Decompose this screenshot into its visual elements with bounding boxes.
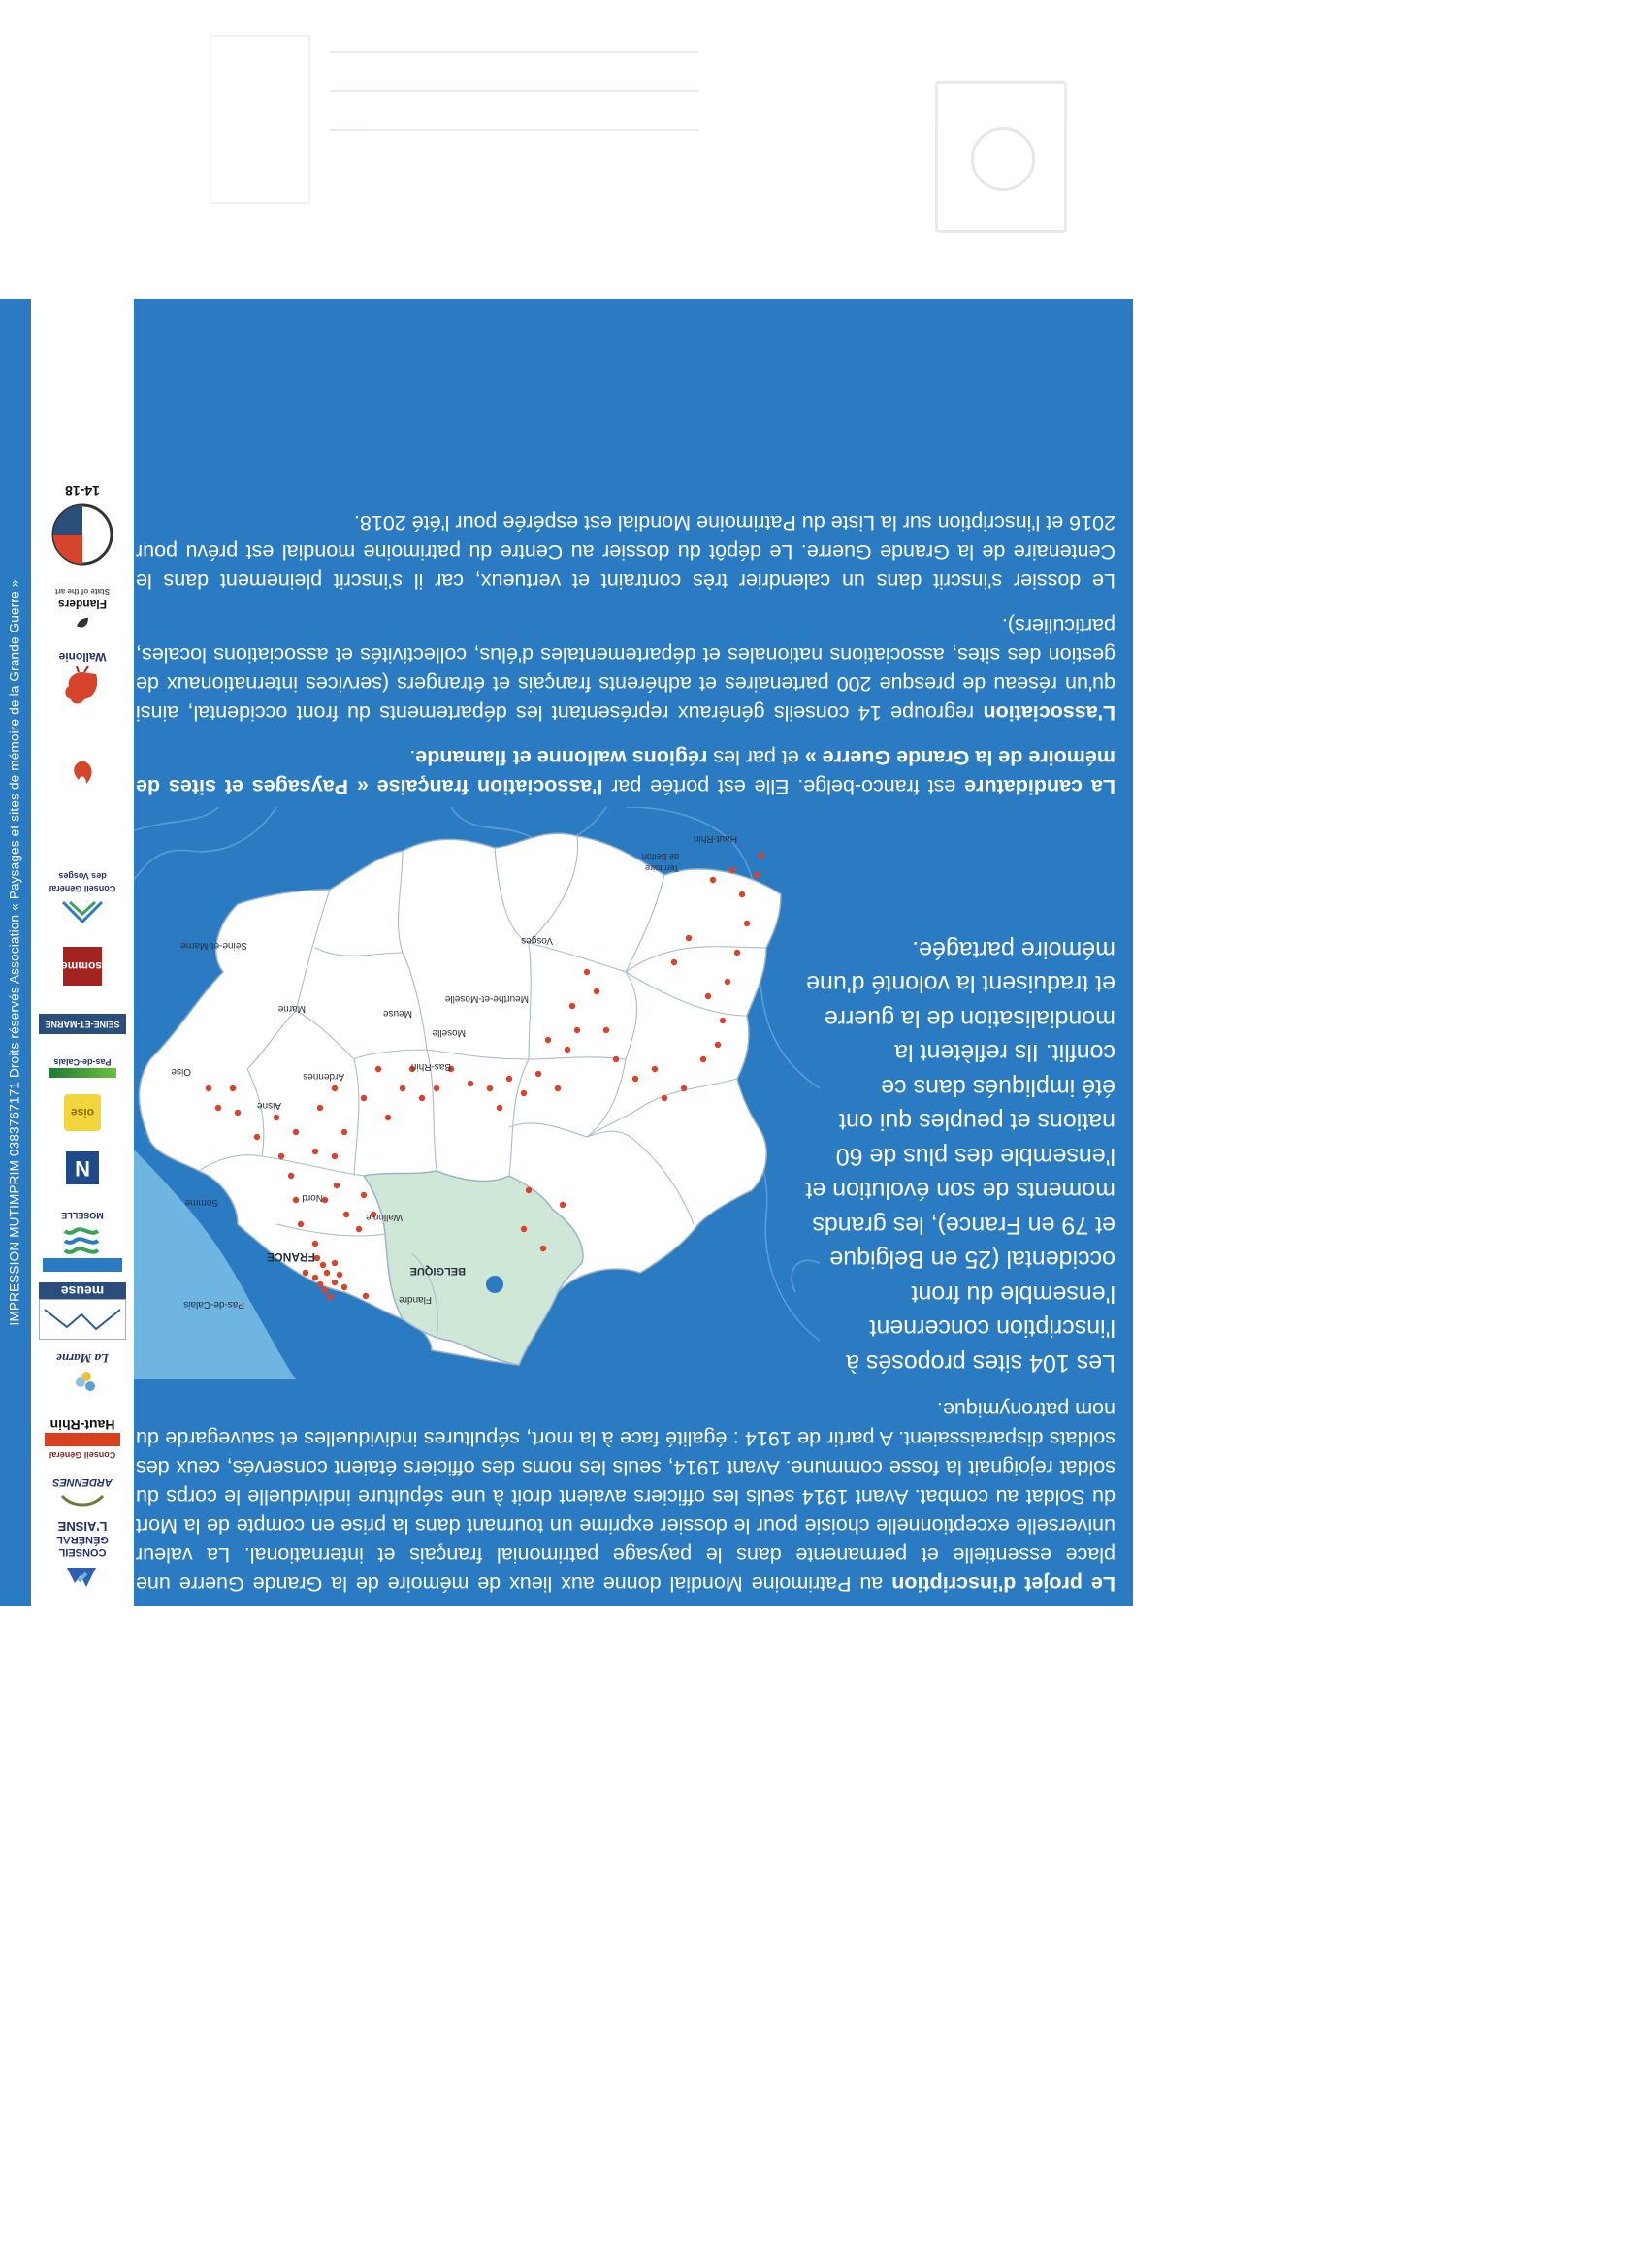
- ghost-frame: [210, 35, 310, 204]
- logo-haut-rhin: Conseil Général Haut-Rhin: [39, 1418, 126, 1461]
- haut-rhin-flag-icon: [45, 1433, 120, 1446]
- meuse-landscape-icon: [39, 1299, 126, 1340]
- label-de-belfort: de Belfort: [641, 852, 679, 861]
- ardennes-swoosh-icon: [58, 1492, 107, 1509]
- pas-de-calais-stripe-icon: [48, 1068, 116, 1078]
- label-france: FRANCE: [267, 1250, 315, 1264]
- leaflet-text-column: [136, 493, 1116, 1599]
- label-seine-et-marne: Seine-et-Marne: [180, 940, 247, 951]
- logo-vosges: Conseil Général des Vosges: [39, 869, 126, 927]
- label-territoire: Territoire: [644, 863, 679, 873]
- logo-flanders: Flanders State of the art: [39, 585, 126, 632]
- map-section: [136, 807, 1116, 1379]
- western-front-map: [121, 807, 820, 1379]
- logo-somme: somme: [39, 947, 126, 986]
- aisne-emblem-icon: [63, 1562, 102, 1593]
- label-pas-de-calais: Pas-de-Calais: [183, 1299, 244, 1310]
- label-vosges: Vosges: [521, 935, 553, 946]
- paragraph-association-lead: L'association: [983, 701, 1116, 725]
- label-ardennes: Ardennes: [303, 1071, 344, 1082]
- paragraph-projet: [136, 1395, 1116, 1599]
- logo-pas-de-calais: Pas-de-Calais: [39, 1055, 126, 1078]
- show-through-reverse-side: [194, 19, 1067, 291]
- label-aisne: Aisne: [256, 1100, 281, 1111]
- logo-aisne: CONSEIL GÉNÉRAL L'AISNE: [39, 1520, 126, 1593]
- label-marne: Marne: [277, 1003, 306, 1014]
- label-meurthe-et-moselle: Meurthe-et-Moselle: [444, 993, 529, 1004]
- logo-ardennes: ARDENNES: [39, 1475, 126, 1509]
- paragraph-dossier: Le dossier s'inscrit dans un calendrier très contraint et vertueux, car il s'inscrit pleinement dans le Centenaire de la Grande Guerre. Le dépôt du dossier au Centre du patrimoine mondial est prévu pour 2016 et l'inscription sur la Liste du Patrimoine Mondial est espérée pour l'été 2018.: [136, 511, 1116, 593]
- nord-n-icon: N: [66, 1151, 99, 1184]
- label-somme: Somme: [184, 1197, 218, 1208]
- logo-meuse: meuse: [39, 1282, 126, 1340]
- print-credit: [0, 299, 29, 1606]
- ghost-stamp-box: [935, 81, 1067, 233]
- centenaire-roundel-icon: [48, 501, 116, 568]
- paragraph-projet-lead: Le projet d'inscription: [891, 1572, 1116, 1596]
- logo-marne: La Marne: [39, 1352, 126, 1398]
- label-moselle: Moselle: [432, 1027, 466, 1038]
- label-oise: Oise: [171, 1066, 191, 1077]
- paragraph-candidature-lead: La candidature: [964, 775, 1116, 798]
- logo-centenaire-14-18: 14-18: [39, 484, 126, 568]
- label-nord: Nord: [302, 1192, 323, 1203]
- print-credit-text: IMPRESSION MUTIMPRIM 0383767171 Droits réservés Association « Paysages et sites de mémoire de la Grande Guerre »: [7, 579, 22, 1326]
- logo-seine-et-marne: SEINE-ET-MARNE: [39, 1014, 126, 1034]
- logo-wallonie: Wallonie: [39, 650, 126, 709]
- paragraph-candidature: La candidature est franco-belge. Elle est portée par l'association française « Paysages et sites de mémoire de la Grande Guerre » et par les régions wallonne et flamande.: [136, 746, 1116, 798]
- paragraph-sites: Les 104 sites proposés à l'inscription concernent l'ensemble du front occidental (25 en Belgique et 79 en France), les grands moments de son évolution et l'ensemble des plus de 60 nations et peuples qui ont été impliqués dans ce conflit. Ils reflètent la mondialisation de la guerre et traduisent la volonté d'une mémoire partagée.: [805, 936, 1116, 1377]
- paragraph-projet-body: au Patrimoine Mondial donne aux lieux de mémoire de la Grande Guerre une place essentielle et permanente dans le paysage patrimonial français et international. La valeur universelle exceptionnelle choisie pour le dossier exprime un tournant dans la prise en compte de la Mort du Soldat au combat. Avant 1914 seuls les officiers avaient droit à une sépulture individuelle le corps du soldat rejoignait la fosse commune. Avant 1914, seuls les noms des officiers étaient conservés, ceux des soldats disparaissaient. A partir de 1914 : égalité face à la mort, sépultures individuelles et sauvegarde du nom patronymique.: [136, 1398, 1116, 1596]
- flanders-lion-icon: [73, 614, 92, 632]
- label-haut-rhin: Haut-Rhin: [693, 833, 737, 844]
- logo-oise: oise: [39, 1094, 126, 1131]
- paragraph-association: L'association regroupe 14 conseils généraux représentant les départements du front occidental, ainsi qu'un réseau de presque 200 partenaires et adhérents français et étrangers (services internationaux de gestion des sites, associations nationales et départementales d'élus, collectivités et associations locales, particuliers).: [136, 614, 1116, 725]
- partner-logos-strip: [31, 299, 134, 1606]
- label-belgique: BELGIQUE: [409, 1265, 466, 1277]
- logo-nord: [39, 1151, 126, 1184]
- label-flandre: Flandre: [399, 1294, 432, 1305]
- wallonie-rooster-icon: [59, 666, 106, 709]
- logo-region-flame: [39, 753, 126, 792]
- moselle-waves-icon: [63, 1225, 102, 1258]
- vosges-roof-icon: [58, 898, 107, 927]
- label-wallonie: Wallonie: [366, 1212, 403, 1222]
- brussels-region: [486, 1276, 503, 1293]
- marne-grapes-icon: [65, 1369, 100, 1398]
- label-meuse: Meuse: [382, 1008, 412, 1019]
- leaflet-panel: [0, 299, 1133, 1606]
- label-bas-rhin: Bas-Rhin: [410, 1061, 451, 1072]
- logo-moselle: MOSELLE: [39, 1209, 126, 1272]
- flame-emblem-icon: [63, 757, 102, 792]
- moselle-banner-icon: [43, 1258, 122, 1272]
